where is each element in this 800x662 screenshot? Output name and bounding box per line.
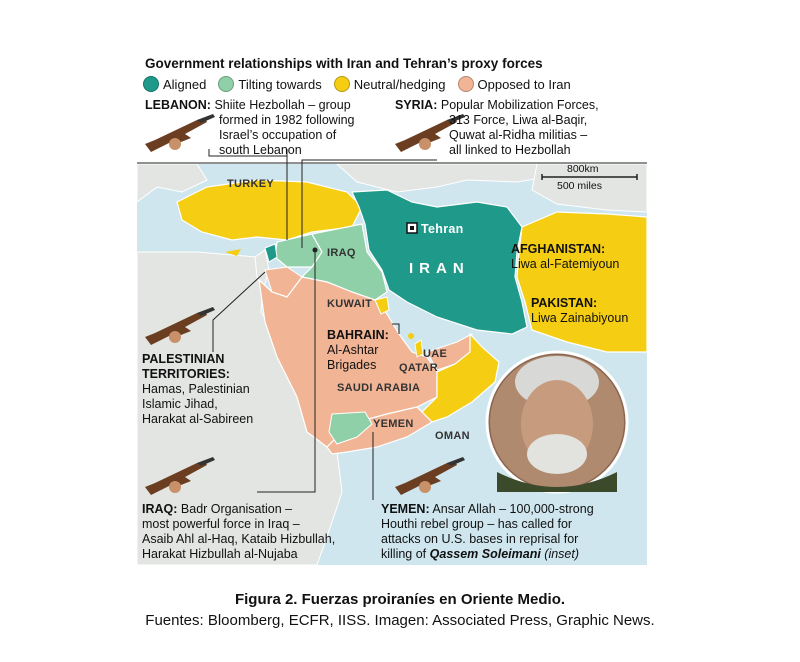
legend-label: Aligned	[163, 76, 207, 92]
yemen-heading: YEMEN:	[381, 502, 430, 516]
legend-label: Opposed to Iran	[477, 76, 571, 92]
afghanistan-pakistan-shape	[517, 212, 647, 352]
country-label-uae: UAE	[423, 348, 448, 360]
legend-item-tilting	[218, 76, 321, 92]
afghanistan-line: Liwa al-Fatemiyoun	[511, 257, 620, 271]
yemen-block	[381, 502, 594, 562]
iraq-line: most powerful force in Iraq –	[142, 517, 300, 531]
infographic-title: Government relationships with Iran and Tehran’s proxy forces	[145, 56, 543, 71]
yemen-line: attacks on U.S. bases in reprisal for	[381, 532, 579, 546]
bahrain-heading: BAHRAIN:	[327, 328, 389, 342]
city-label-tehran: Tehran	[421, 222, 464, 236]
palestine-heading: PALESTINIAN	[142, 352, 225, 366]
legend-swatch	[334, 76, 350, 92]
palestine-block	[142, 352, 253, 427]
pakistan-block	[531, 296, 628, 326]
country-label-kuwait: KUWAIT	[327, 298, 373, 310]
bahrain-shape	[408, 333, 414, 339]
legend-label: Neutral/hedging	[353, 76, 446, 92]
palestine-line: Hamas, Palestinian	[142, 382, 250, 396]
lebanon-line: formed in 1982 following	[219, 113, 355, 127]
iraq-block	[142, 502, 335, 562]
country-label-iran: IRAN	[409, 260, 470, 277]
legend	[143, 74, 583, 94]
scale-miles: 500 miles	[557, 180, 602, 192]
iraq-heading: IRAQ:	[142, 502, 178, 516]
yemen-line: Houthi rebel group – has called for	[381, 517, 573, 531]
lebanon-line: Israel’s occupation of	[219, 128, 337, 142]
lebanon-block	[145, 98, 351, 113]
lebanon-heading: LEBANON:	[145, 98, 211, 112]
legend-swatch	[218, 76, 234, 92]
country-label-oman: OMAN	[435, 430, 470, 442]
country-label-saudi-arabia: SAUDI ARABIA	[337, 382, 421, 394]
lebanon-line: south Lebanon	[219, 143, 302, 157]
soleimani-portrait-inset	[487, 352, 627, 492]
country-label-yemen: YEMEN	[373, 418, 414, 430]
country-label-iraq: IRAQ	[327, 247, 356, 259]
yemen-line: Ansar Allah – 100,000-strong	[432, 502, 594, 516]
inset-note: (inset)	[540, 547, 580, 561]
figure-caption: Figura 2. Fuerzas proiraníes en Oriente Medio.	[234, 591, 566, 608]
infographic-figure	[137, 52, 647, 565]
palestine-line: Islamic Jihad,	[142, 397, 218, 411]
legend-item-neutral	[334, 76, 446, 92]
syria-line: all linked to Hezbollah	[449, 143, 571, 157]
palestine-heading: TERRITORIES:	[142, 367, 230, 381]
legend-swatch	[458, 76, 474, 92]
scale-km: 800km	[567, 163, 599, 175]
yemen-line: killing of	[381, 547, 430, 561]
syria-heading: SYRIA:	[395, 98, 438, 112]
bahrain-line: Brigades	[327, 358, 377, 372]
legend-swatch	[143, 76, 159, 92]
bahrain-line: Al-Ashtar	[327, 343, 379, 357]
iraq-line: Badr Organisation –	[180, 502, 293, 516]
afghanistan-heading: AFGHANISTAN:	[511, 242, 606, 256]
legend-label: Tilting towards	[238, 76, 322, 92]
iraq-line: Harakat Hizbullah al-Nujaba	[142, 547, 298, 561]
iraq-line: Asaib Ahl al-Haq, Kataib Hizbullah,	[142, 532, 336, 546]
syria-line: Popular Mobilization Forces,	[440, 98, 599, 112]
pakistan-line: Liwa Zainabiyoun	[531, 311, 629, 325]
lebanon-line: Shiite Hezbollah – group	[214, 98, 351, 112]
afghanistan-block	[511, 242, 619, 272]
country-label-qatar: QATAR	[399, 362, 438, 374]
syria-block	[395, 98, 599, 113]
legend-item-aligned	[143, 76, 206, 92]
palestine-line: Harakat al-Sabireen	[142, 412, 254, 426]
bahrain-block	[327, 328, 389, 373]
figure-sources: Fuentes: Bloomberg, ECFR, IISS. Imagen: Associated Press, Graphic News.	[145, 612, 655, 629]
syria-line: Quwat al-Ridha militias –	[449, 128, 588, 142]
soleimani-name: Qassem Soleimani	[429, 547, 541, 561]
syria-line: 313 Force, Liwa al-Baqir,	[449, 113, 588, 127]
country-label-turkey: TURKEY	[227, 178, 275, 190]
legend-item-opposed	[458, 76, 571, 92]
pakistan-heading: PAKISTAN:	[531, 296, 598, 310]
